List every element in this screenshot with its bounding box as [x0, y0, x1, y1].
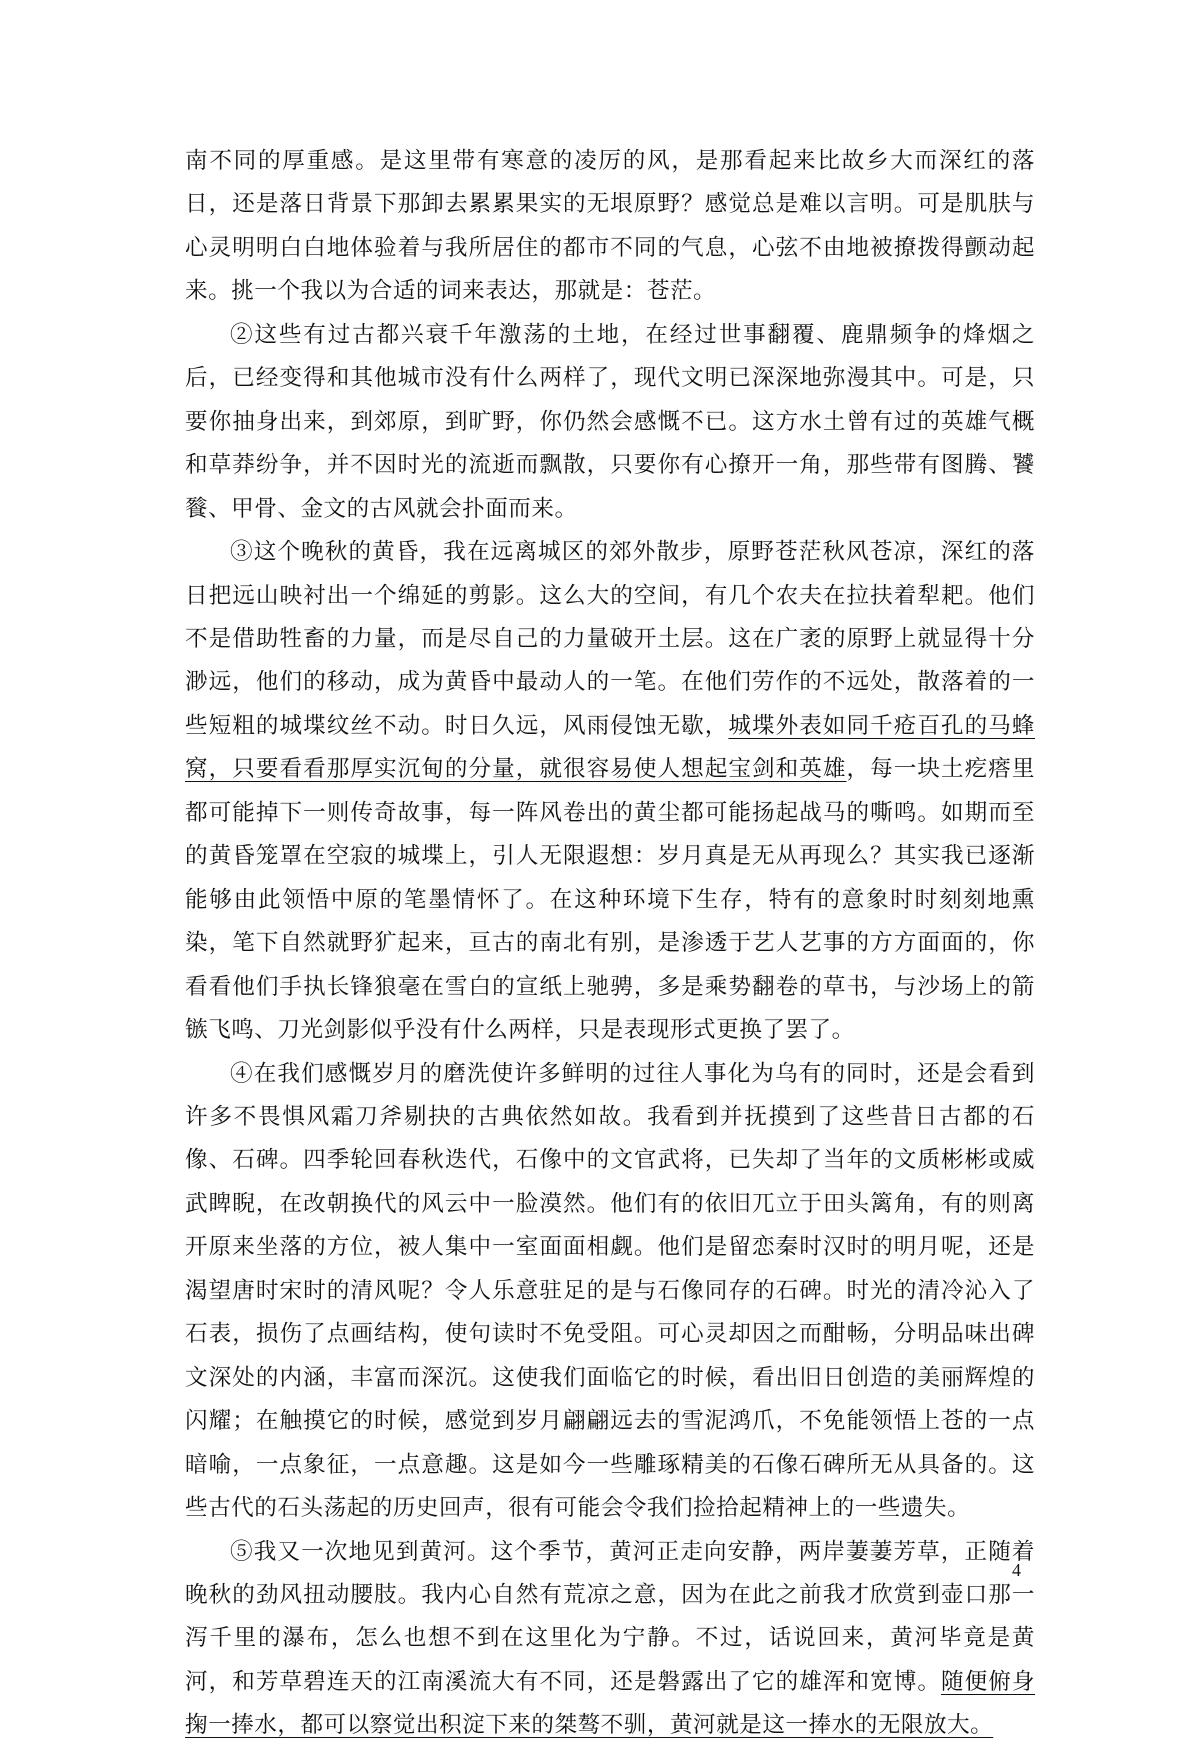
essay-body — [185, 140, 1035, 1748]
paragraph-2 — [185, 314, 1035, 531]
paragraph-4 — [185, 1053, 1035, 1531]
paragraph-4-text: ④在我们感慨岁月的磨洗使许多鲜明的过往人事化为乌有的同时，还是会看到许多不畏惧风霜刀斧剔抉的古典依然如故。我看到并抚摸到了这些昔日古都的石像、石碑。四季轮回春秋迭代，石像中的文官武将，已失却了当年的文质彬彬或威武睥睨，在改朝换代的风云中一脸漠然。他们有的依旧兀立于田头篱角，有的则离开原来坐落的方位，被人集中一室面面相觑。他们是留恋秦时汉时的明月呢，还是渴望唐时宋时的清风呢？令人乐意驻足的是与石像同存的石碑。时光的清冷沁入了石表，损伤了点画结构，使句读时不免受阻。可心灵却因之而酣畅，分明品味出碑文深处的内涵，丰富而深沉。这使我们面临它的时候，看出旧日创造的美丽辉煌的闪耀；在触摸它的时候，感觉到岁月翩翩远去的雪泥鸿爪，不免能领悟上苍的一点暗喻，一点象征，一点意趣。这是如今一些雕琢精美的石像石碑所无从具备的。这些古代的石头荡起的历史回声，很有可能会令我们捡拾起精神上的一些遗失。 — [185, 1060, 1035, 1522]
underlined-sentence-city-wall: 城堞外表如同千疮百孔的马蜂窝，只要看看那厚实沉甸的分量，就很容易使人想起宝剑和英雄 — [185, 712, 1036, 783]
underlined-sentence-yellow-river: 随便俯身掬一捧水，都可以察觉出积淀下来的桀骜不驯，黄河就是这一捧水的无限放大。 — [185, 1668, 1036, 1739]
paragraph-3-text-b: ，每一块土疙瘩里都可能掉下一则传奇故事，每一阵风卷出的黄尘都可能扬起战马的嘶鸣。如期而至的黄昏笼罩在空寂的城堞上，引人无限遐想：岁月真是无从再现么？其实我已逐渐能够由此领悟中原的笔墨情怀了。在这种环境下生存，特有的意象时时刻刻地熏染，笔下自然就野犷起来，亘古的南北有别，是渗透于艺人艺事的方方面面的，你看看他们手执长锋狼毫在雪白的宣纸上驰骋，多是乘势翻卷的草书，与沙场上的箭镞飞鸣、刀光剑影似乎没有什么两样，只是表现形式更换了罢了。 — [185, 756, 1036, 1044]
paragraph-1 — [185, 140, 1035, 314]
page-number: 4 — [1012, 1560, 1021, 1580]
paragraph-5-text: ⑤我又一次地见到黄河。这个季节，黄河正走向安静，两岸萋萋芳草，正随着晚秋的劲风扭动腰肢。我内心自然有荒凉之意，因为在此之前我才欣赏到壶口那一泻千里的瀑布，怎么也想不到在这里化为宁静。不过，话说回来，黄河毕竟是黄河，和芳草碧连天的江南溪流大有不同，还是磐露出了它的雄浑和宽博。 — [185, 1538, 1035, 1695]
paragraph-1-text: 南不同的厚重感。是这里带有寒意的凌厉的风，是那看起来比故乡大而深红的落日，还是落日背景下那卸去累累果实的无垠原野？感觉总是难以言明。可是肌肤与心灵明明白白地体验着与我所居住的都市不同的气息，心弦不由地被撩拨得颤动起来。挑一个我以为合适的词来表达，那就是：苍茫。 — [185, 148, 1035, 305]
paragraph-2-text: ②这些有过古都兴衰千年激荡的土地，在经过世事翻覆、鹿鼎频争的烽烟之后，已经变得和其他城市没有什么两样了，现代文明已深深地弥漫其中。可是，只要你抽身出来，到郊原，到旷野，你仍然会感慨不已。这方水土曾有过的英雄气概和草莽纷争，并不因时光的流逝而飘散，只要你有心撩开一角，那些带有图腾、饕餮、甲骨、金文的古风就会扑面而来。 — [185, 321, 1035, 522]
paragraph-5 — [185, 1531, 1035, 1748]
paragraph-3-text-a: ③这个晚秋的黄昏，我在远离城区的郊外散步，原野苍茫秋风苍凉，深红的落日把远山映衬出一个绵延的剪影。这么大的空间，有几个农夫在拉扶着犁耙。他们不是借助牲畜的力量，而是尽自己的力量破开土层。这在广袤的原野上就显得十分渺远，他们的移动，成为黄昏中最动人的一笔。在他们劳作的不远处，散落着的一些短粗的城堞纹丝不动。时日久远，风雨侵蚀无歇， — [185, 539, 1035, 739]
paragraph-3 — [185, 531, 1035, 1052]
